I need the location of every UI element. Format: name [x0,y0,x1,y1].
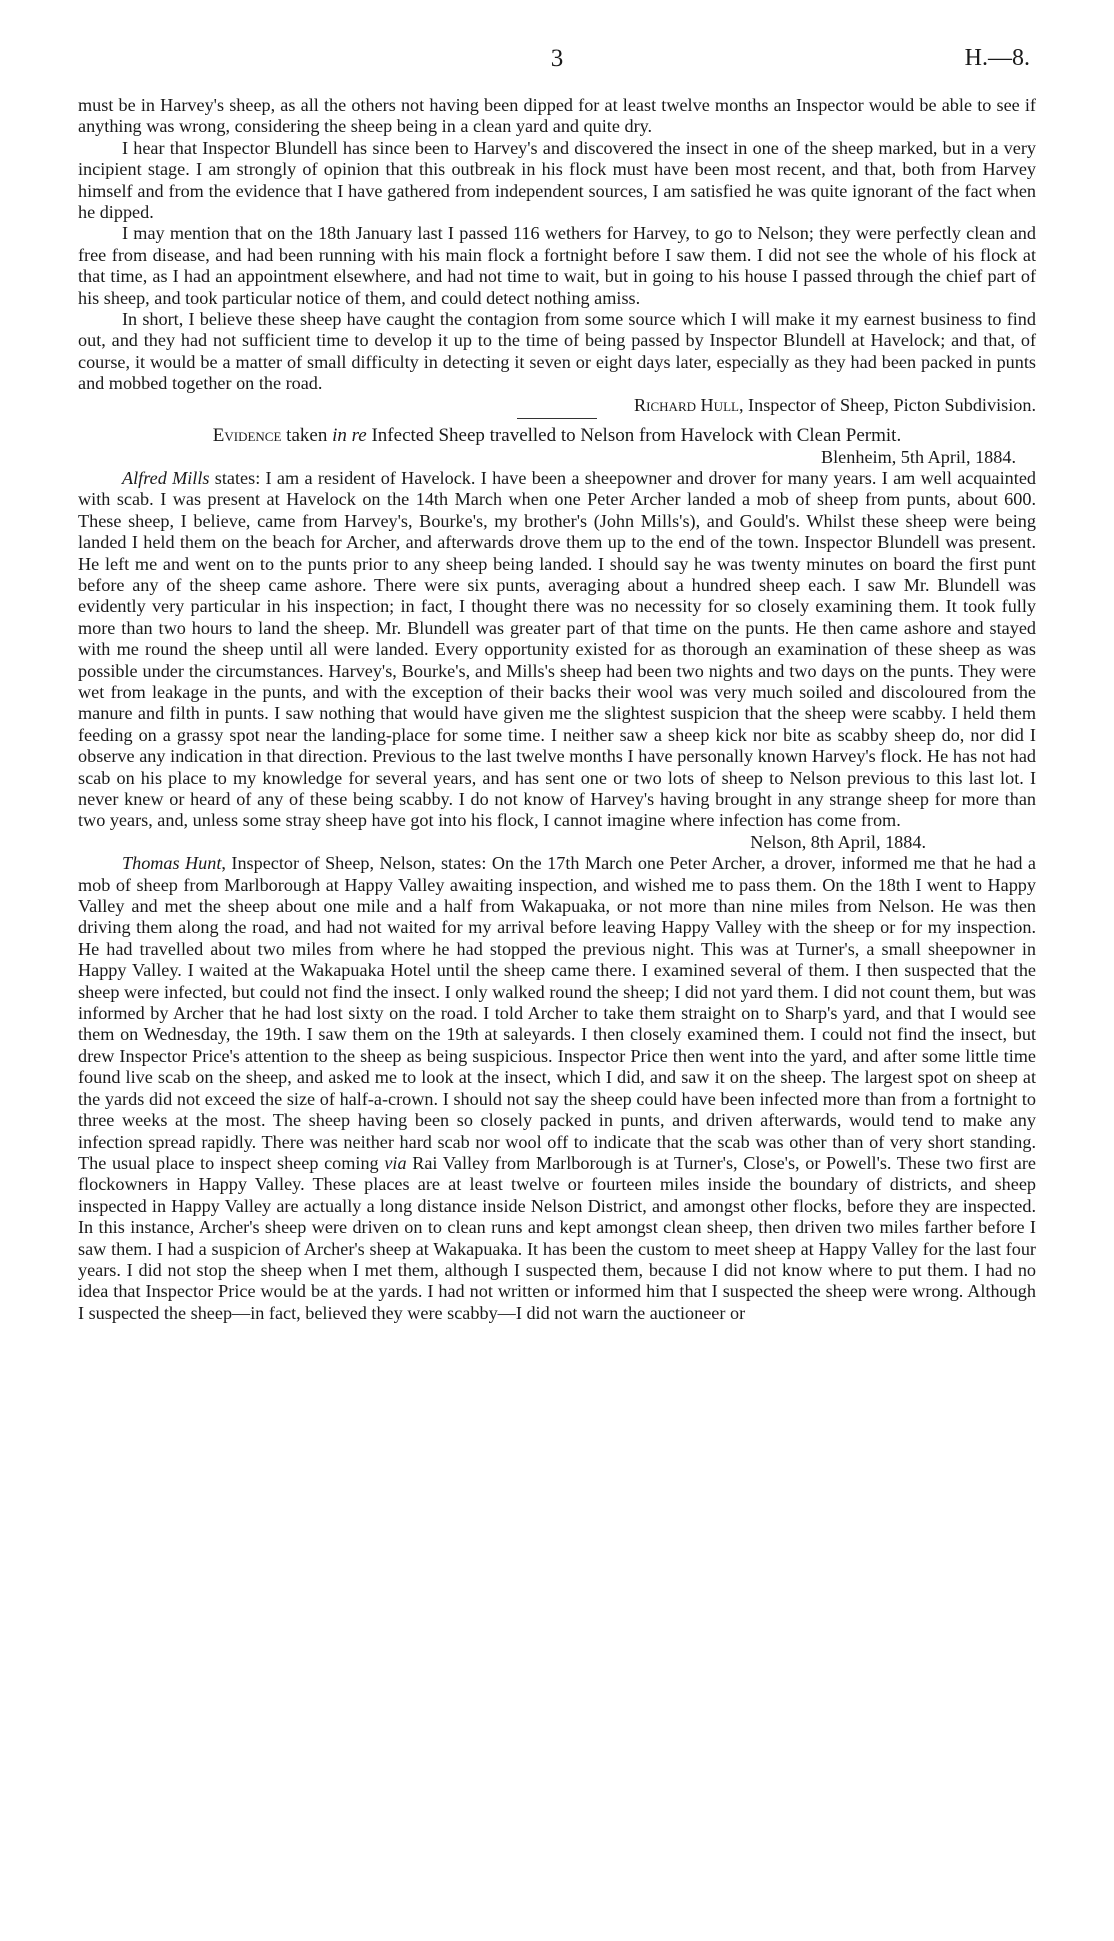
evidence-title-italic: in re [332,425,367,447]
document-body [78,95,1036,1324]
witness-name-hunt: Thomas Hunt [122,853,222,874]
witness-name-mills: Alfred Mills [122,467,210,488]
signature-title: , Inspector of Sheep, Picton Subdivision. [738,394,1036,415]
page-header [78,45,1036,85]
evidence-title-rest: Infected Sheep travelled to Nelson from Havelock with Clean Permit. [366,425,902,447]
testimony-hunt-via: via [384,1152,407,1173]
testimony-mills [78,468,1036,832]
signature-name: Richard Hull [634,394,739,415]
testimony-hunt-text-a: , Inspector of Sheep, Nelson, states: On the 17th March one Peter Archer, a drover, informed me that he had a mob of sheep from Marlborough at Happy Valley awaiting inspection, and wished me to pass them. On the 18th I went to Happy Valley and met the sheep about one mile and a half from Wakapuaka, or not more than nine miles from Nelson. He was then driving them along the road, and had not waited for my arrival before leaving Happy Valley with the sheep or for my inspection. He had travelled about two miles from where he had stopped the previous night. This was at Turner's, a small sheepowner in Happy Valley. I waited at the Wakapuaka Hotel until the sheep came there. I examined several of them. I then suspected that the sheep were infected, but could not find the insect. I only walked round the sheep; I did not yard them. I did not count them, but was informed by Archer that he had lost sixty on the road. I told Archer to take them straight on to Sharp's yard, and that I would see them on Wednesday, the 19th. I saw them on the 19th at saleyards. I then closely examined them. I could not find the insect, but drew Inspector Price's attention to the sheep as being suspicious. Inspector Price then went into the yard, and after some little time found live scab on the sheep, and asked me to look at the insect, which I did, and saw it on the sheep. The largest spot on sheep at the yards did not exceed the size of half-a-crown. I should not say the sheep could have been infected more than from a fortnight to three weeks at the most. The sheep having been so closely packed in punts, and driven afterwards, would tend to make any infection spread rapidly. There was neither hard scab nor wool off to indicate that the scab was other than of very short standing. The usual place to inspect sheep coming [78,853,1037,1173]
paragraph-conclusion: In short, I believe these sheep have caught the contagion from some source which I will make it my earnest business to find out, and they had not sufficient time to develop it up to the time of being passed by Inspector Blundell at Havelock; and that, of course, it would be a matter of small difficulty in detecting it seven or eight days later, especially as they had been packed in punts and mobbed together on the road. [78,309,1036,394]
testimony-hunt [78,853,1036,1324]
section-divider [517,418,597,419]
paragraph-wethers-passed: I may mention that on the 18th January last I passed 116 wethers for Harvey, to go to Nelson; they were perfectly clean and free from disease, and had been running with his main flock a fortnight before I saw them. I did not see the whole of his flock at that time, as I had an appointment elsewhere, and had not time to wait, but in going to his house I passed through the chief part of his sheep, and took particular notice of them, and could detect nothing amiss. [78,223,1036,308]
page-number: 3 [550,45,564,72]
testimony-mills-text: states: I am a resident of Havelock. I have been a sheepowner and drover for many years. I am well acquainted with scab. I was present at Havelock on the 14th March when one Peter Archer landed a mob of sheep from punts, about 600. These sheep, I believe, came from Harvey's, Bourke's, my brother's (John Mills's), and Gould's. Whilst these sheep were being landed I held them on the beach for Archer, and afterwards drove them up to the end of the town. Inspector Blundell was present. He left me and went on to the punts prior to any sheep being landed. I should say he was twenty minutes on board the first punt before any of the sheep came ashore. There were six punts, averaging about a hundred sheep each. I saw Mr. Blundell was evidently very particular in his inspection; in fact, I thought there was no necessity for so closely examining them. It took fully more than two hours to land the sheep. Mr. Blundell was greater part of that time on the punts. He then came ashore and stayed with me round the sheep until all were landed. Every opportunity existed for as thorough an examination of these sheep as was possible under the circumstances. Harvey's, Bourke's, and Mills's sheep had been two nights and two days on the punts. They were wet from leakage in the punts, and with the exception of their backs their wool was very much soiled and discoloured from the manure and filth in punts. I saw nothing that would have given me the slightest suspicion that the sheep were scabby. I held them feeding on a grassy spot near the landing-place for some time. I neither saw a sheep kick nor bite as scabby sheep do, nor did I observe any indication in that direction. Previous to the last twelve months I have personally known Harvey's flock. He has not had scab on his place to my knowledge for several years, and has sent one or two lots of sheep to Nelson previous to this last lot. I never knew or heard of any of these being scabby. I do not know of Harvey's having brought in any strange sheep for more than two years, and, unless some stray sheep have got into his flock, I cannot imagine where infection has come from. [78,467,1036,831]
evidence-title-lead: Evidence [212,425,282,447]
dateline-blenheim: Blenheim, 5th April, 1884. [821,446,1016,467]
paragraph-blundell-discovery: I hear that Inspector Blundell has since been to Harvey's and discovered the insect in one of the sheep marked, but in a very incipient stage. I am strongly of opinion that this outbreak in his flock must have been most recent, and that, both from Harvey himself and from the evidence that I have gathered from independent sources, I am satisfied he was quite ignorant of the fact when he dipped. [78,137,1036,223]
signature-line [78,395,1036,416]
paragraph-continuation: must be in Harvey's sheep, as all the others not having been dipped for at least twelve months an Inspector would be able to see if anything was wrong, considering the sheep being in a clean yard and quite dry. [78,95,1036,137]
evidence-title [78,425,1036,446]
evidence-title-mid: taken [281,425,333,447]
document-reference: H.—8. [964,45,1030,71]
testimony-hunt-text-b: Rai Valley from Marlborough is at Turner's, Close's, or Powell's. These two first are flockowners in Happy Valley. These places are at least twelve or fourteen miles inside the boundary of districts, and sheep inspected in Happy Valley are actually a long distance inside Nelson District, and amongst other flocks, before they are inspected. In this instance, Archer's sheep were driven on to clean runs and kept amongst clean sheep, then driven two miles farther before I saw them. I had a suspicion of Archer's sheep at Wakapuaka. It has been the custom to meet sheep at Happy Valley for the last four years. I did not stop the sheep when I met them, although I suspected them, because I did not know where to put them. I had no idea that Inspector Price would be at the yards. I had not written or informed him that I suspected the sheep were wrong. Although I suspected the sheep—in fact, believed they were scabby—I did not warn the auctioneer or [78,1152,1036,1323]
dateline-nelson: Nelson, 8th April, 1884. [750,831,926,852]
